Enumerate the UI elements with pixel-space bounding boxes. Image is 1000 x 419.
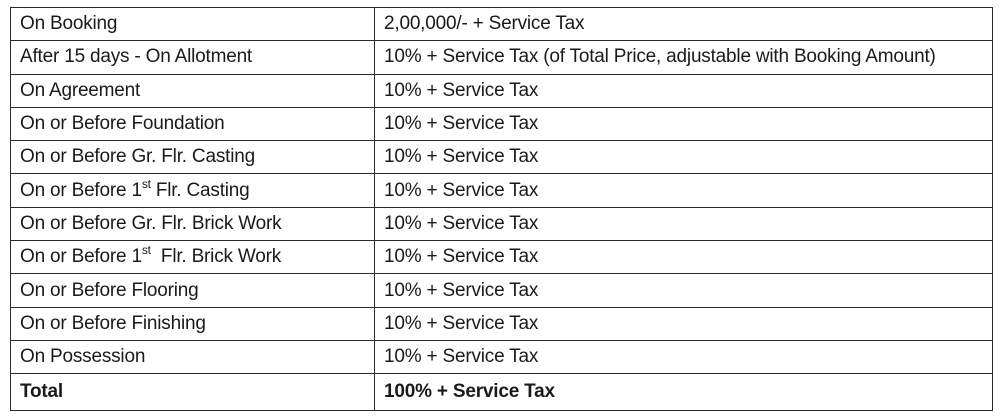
amount-cell: 10% + Service Tax [375, 207, 993, 240]
stage-cell [11, 241, 375, 274]
table-row [11, 307, 993, 340]
total-label: Total [11, 374, 375, 411]
stage-cell: On Possession [11, 340, 375, 373]
total-row [11, 374, 993, 411]
table-row [11, 274, 993, 307]
amount-cell: 10% + Service Tax [375, 141, 993, 174]
stage-cell: On Agreement [11, 74, 375, 107]
amount-cell: 10% + Service Tax [375, 74, 993, 107]
amount-cell: 10% + Service Tax [375, 107, 993, 140]
stage-cell: On Booking [11, 8, 375, 41]
table-row [11, 107, 993, 140]
amount-cell: 2,00,000/- + Service Tax [375, 8, 993, 41]
table-row [11, 207, 993, 240]
amount-cell: 10% + Service Tax [375, 340, 993, 373]
table-row [11, 340, 993, 373]
stage-cell: After 15 days - On Allotment [11, 41, 375, 74]
stage-prefix: On or Before 1 [20, 246, 142, 268]
stage-cell: On or Before Gr. Flr. Casting [11, 141, 375, 174]
stage-cell: On or Before Flooring [11, 274, 375, 307]
stage-cell: On or Before Finishing [11, 307, 375, 340]
stage-cell: On or Before Gr. Flr. Brick Work [11, 207, 375, 240]
total-amount: 100% + Service Tax [375, 374, 993, 411]
stage-suffix: Flr. Brick Work [150, 246, 282, 268]
table-row [11, 41, 993, 74]
table-row [11, 174, 993, 207]
stage-cell [11, 174, 375, 207]
stage-cell: On or Before Foundation [11, 107, 375, 140]
stage-prefix: On or Before 1 [20, 179, 142, 201]
table-row [11, 241, 993, 274]
amount-cell: 10% + Service Tax [375, 274, 993, 307]
amount-cell: 10% + Service Tax [375, 174, 993, 207]
table-row [11, 141, 993, 174]
table-row [11, 8, 993, 41]
amount-cell: 10% + Service Tax (of Total Price, adjustable with Booking Amount) [375, 41, 993, 74]
amount-cell: 10% + Service Tax [375, 241, 993, 274]
table-row [11, 74, 993, 107]
ordinal-suffix: st [141, 243, 151, 258]
payment-plan-table [10, 7, 993, 411]
amount-cell: 10% + Service Tax [375, 307, 993, 340]
ordinal-suffix: st [141, 176, 151, 191]
stage-suffix: Flr. Casting [150, 179, 250, 201]
